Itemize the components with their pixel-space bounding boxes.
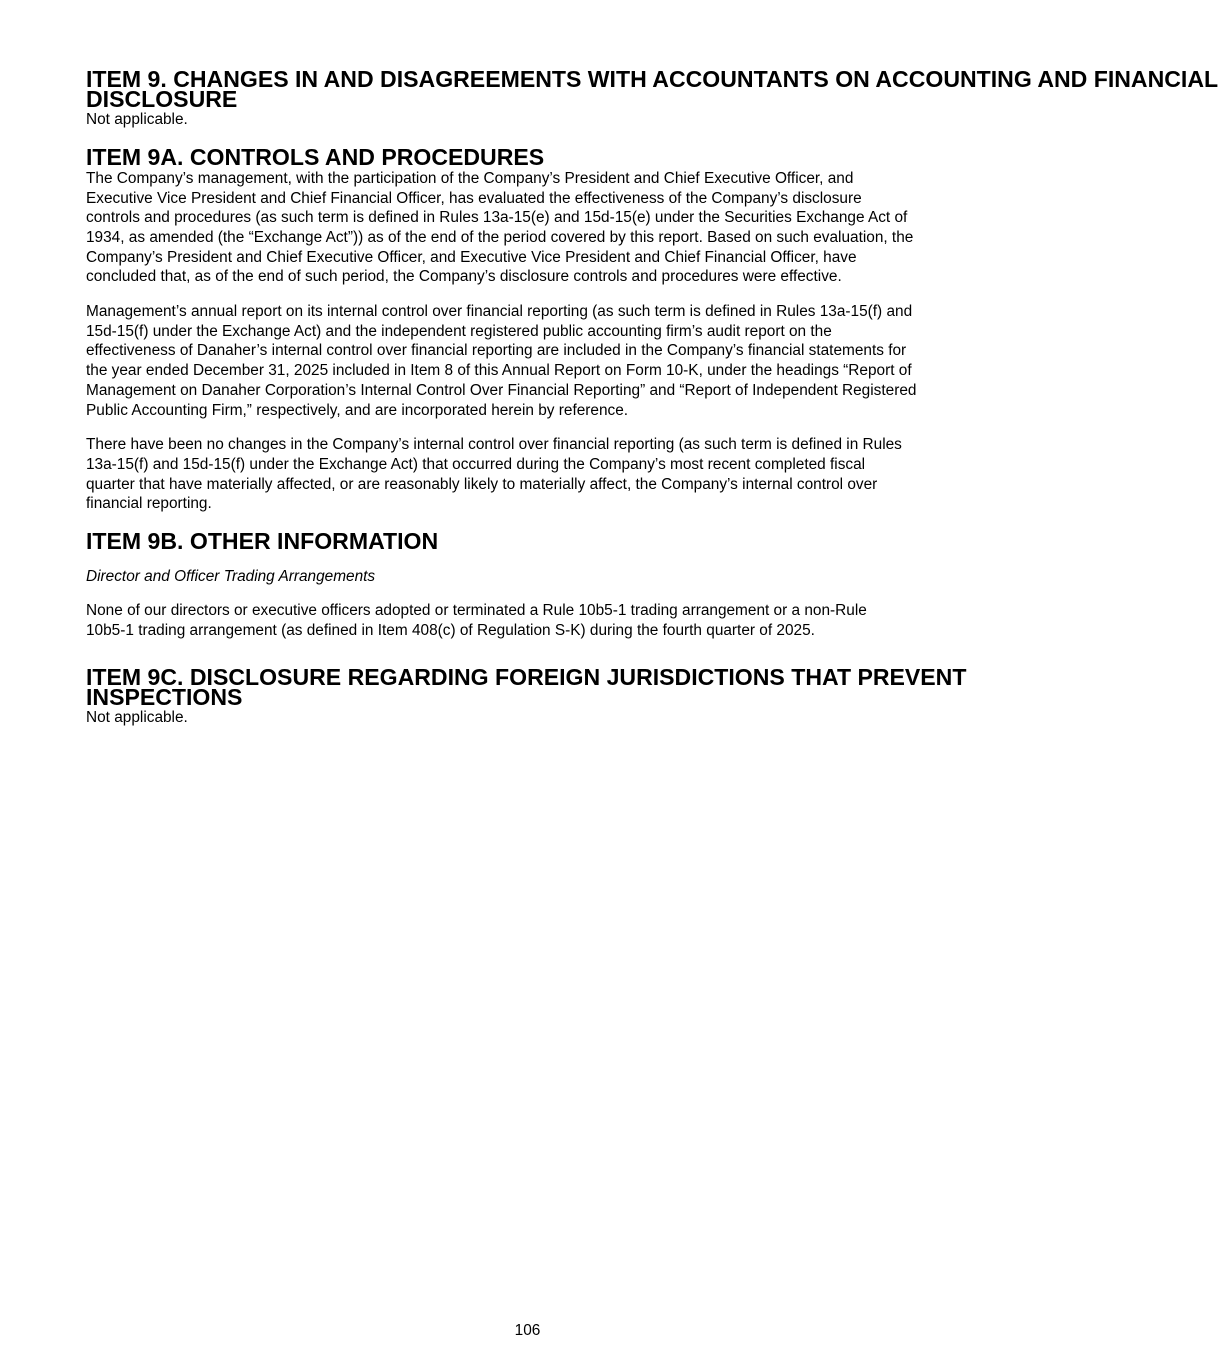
text-line: Company’s President and Chief Executive Officer, and Executive Vice President and Chief Financial Officer, have	[86, 248, 857, 266]
text-line: None of our directors or executive officers adopted or terminated a Rule 10b5-1 trading arrangement or a non-Rule	[86, 602, 867, 620]
item-9c-body: Not applicable.	[86, 709, 188, 727]
item-9a-paragraph-3	[86, 435, 986, 514]
text-line: controls and procedures (as such term is defined in Rules 13a-15(e) and 15d-15(e) under the Securities Exchange Act of	[86, 209, 908, 227]
heading-line: ITEM 9. CHANGES IN AND DISAGREEMENTS WITH ACCOUNTANTS ON ACCOUNTING AND FINANCIAL	[86, 66, 1218, 92]
text-line: Public Accounting Firm,” respectively, and are incorporated herein by reference.	[86, 401, 629, 419]
text-line: the year ended December 31, 2025 included in Item 8 of this Annual Report on Form 10-K, under the headings “Report of	[86, 362, 912, 380]
item-9a-paragraph-1	[86, 169, 986, 287]
document-page	[86, 66, 1218, 728]
text-line: quarter that have materially affected, or are reasonably likely to materially affect, the Company’s internal control over	[86, 475, 878, 493]
item-9a-paragraph-2	[86, 302, 986, 420]
text-line: 13a-15(f) and 15d-15(f) under the Exchange Act) that occurred during the Company’s most recent completed fiscal	[86, 455, 866, 473]
item-9a-heading: ITEM 9A. CONTROLS AND PROCEDURES	[86, 144, 545, 171]
text-line: 10b5-1 trading arrangement (as defined in Item 408(c) of Regulation S-K) during the fourth quarter of 2025.	[86, 622, 815, 640]
text-line: 15d-15(f) under the Exchange Act) and the independent registered public accounting firm’s audit report on the	[86, 322, 832, 340]
item-9-body: Not applicable.	[86, 111, 188, 129]
text-line: effectiveness of Danaher’s internal control over financial reporting are included in the Company’s financial statements for	[86, 342, 907, 360]
item-9b-subheading: Director and Officer Trading Arrangements	[86, 567, 376, 585]
item-9-heading	[86, 66, 1218, 112]
text-line: Management on Danaher Corporation’s Internal Control Over Financial Reporting” and “Report of Independent Registered	[86, 381, 917, 399]
text-line: 1934, as amended (the “Exchange Act”)) as of the end of the period covered by this report. Based on such evaluation, the	[86, 228, 914, 246]
text-line: Executive Vice President and Chief Financial Officer, has evaluated the effectiveness of the Company’s disclosure	[86, 189, 862, 207]
item-9b-paragraph	[86, 601, 986, 640]
heading-line: DISCLOSURE	[86, 85, 238, 112]
item-9b-heading: ITEM 9B. OTHER INFORMATION	[86, 528, 439, 555]
text-line: There have been no changes in the Company’s internal control over financial reporting (as such term is defined in Rules	[86, 436, 902, 454]
page-number: 106	[514, 1322, 541, 1339]
text-line: concluded that, as of the end of such period, the Company’s disclosure controls and procedures were effective.	[86, 268, 842, 286]
text-line: financial reporting.	[86, 495, 212, 513]
item-9c-heading: ITEM 9C. DISCLOSURE REGARDING FOREIGN JURISDICTIONS THAT PREVENT INSPECTIONS	[86, 663, 967, 710]
text-line: Management’s annual report on its internal control over financial reporting (as such term is defined in Rules 13a-15(f) and	[86, 303, 913, 321]
text-line: The Company’s management, with the participation of the Company’s President and Chief Executive Officer, and	[86, 169, 854, 187]
